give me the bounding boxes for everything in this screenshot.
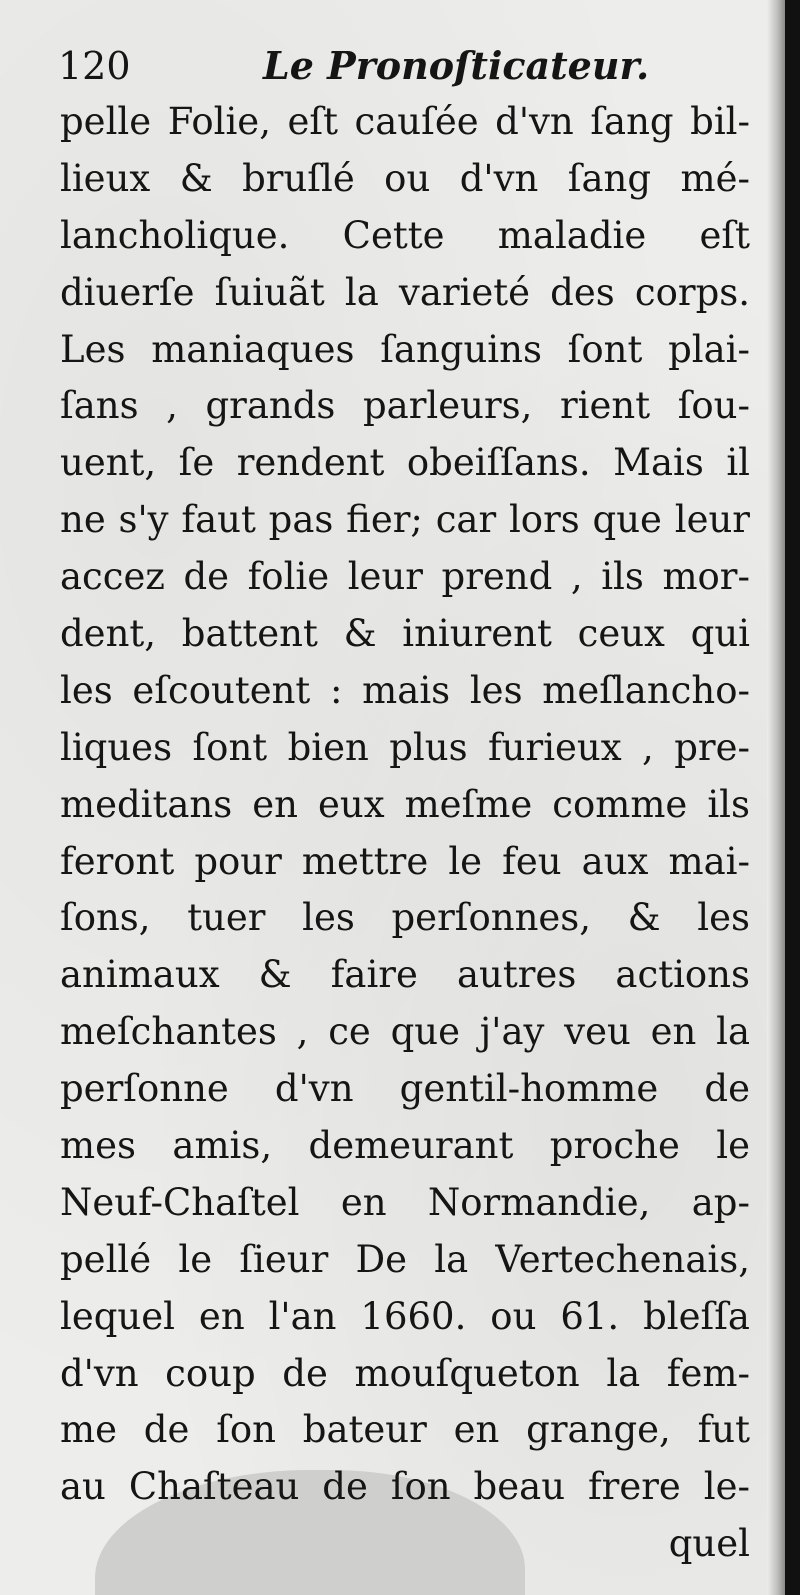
text-line: animaux & faire autres actions xyxy=(60,953,750,997)
text-line: liques ſont bien plus furieux , pre- xyxy=(60,725,750,769)
text-line: ſans , grands parleurs, rient ſou- xyxy=(60,384,750,428)
text-line: me de ſon bateur en grange, fut xyxy=(60,1408,750,1452)
text-line: les eſcoutent : mais les meſlancho- xyxy=(60,668,750,712)
text-line: d'vn coup de mouſqueton la fem- xyxy=(60,1351,750,1395)
text-line: mes amis, demeurant proche le xyxy=(60,1124,750,1168)
text-line: uent, ſe rendent obeiſſans. Mais il xyxy=(60,441,750,485)
text-line: perſonne d'vn gentil-homme de xyxy=(60,1067,750,1111)
text-line: meditans en eux meſme comme ils xyxy=(60,782,750,826)
text-line: feront pour mettre le feu aux mai- xyxy=(60,839,750,883)
text-line: au Chaſteau de ſon beau frere le- xyxy=(60,1465,750,1509)
text-line: accez de folie leur prend , ils mor- xyxy=(60,555,750,599)
text-line: lancholique. Cette maladie eſt xyxy=(60,213,750,257)
catchword: quel xyxy=(668,1522,750,1566)
text-line: pelle Folie, eſt cauſée d'vn ſang bil- xyxy=(60,100,750,143)
text-line: lieux & bruſlé ou d'vn ſang mé- xyxy=(60,156,750,200)
text-line: diuerſe ſuiuãt la varieté des corps. xyxy=(60,270,750,314)
body-text xyxy=(60,94,750,1573)
text-line: lequel en l'an 1660. ou 61. bleſſa xyxy=(60,1294,750,1338)
text-line: meſchantes , ce que j'ay veu en la xyxy=(60,1010,750,1054)
text-line: ſons, tuer les perſonnes, & les xyxy=(60,896,750,940)
page-header xyxy=(58,36,758,96)
page-edge xyxy=(767,0,785,1595)
text-line: Neuf-Chaſtel en Normandie, ap- xyxy=(60,1180,750,1224)
page-number: 120 xyxy=(58,44,131,88)
text-line: ne s'y faut pas fier; car lors que leur xyxy=(60,498,750,542)
text-line: Les maniaques ſanguins ſont plai- xyxy=(60,327,750,371)
running-title: Le Pronoſticateur. xyxy=(263,43,650,88)
text-line: pellé le ſieur De la Vertechenais, xyxy=(60,1237,750,1281)
text-line: dent, battent & iniurent ceux qui xyxy=(60,612,750,656)
